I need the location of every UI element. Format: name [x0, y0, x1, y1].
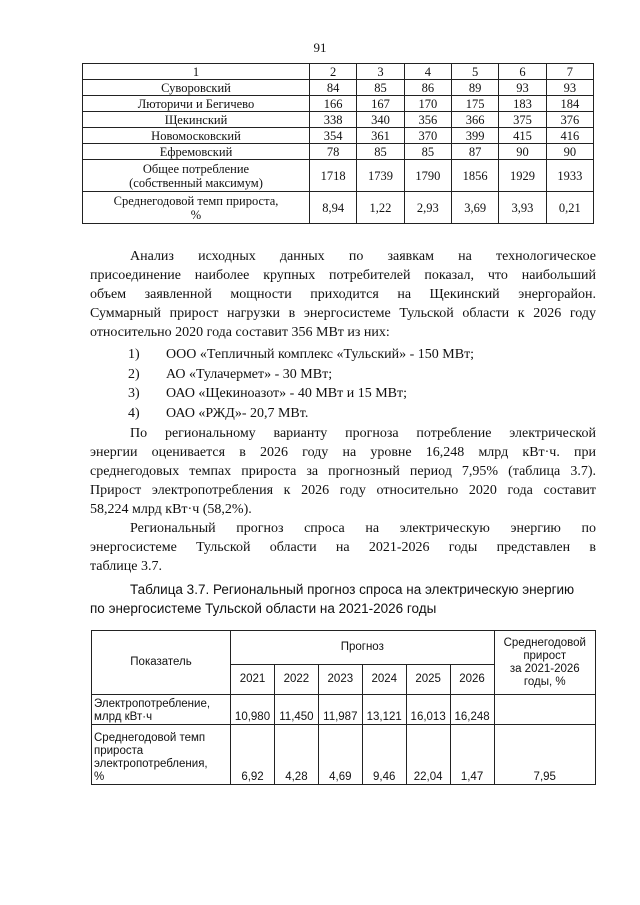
year-cell: 2023 — [318, 665, 362, 695]
header-cell: 1 — [83, 64, 310, 80]
growth-row — [83, 192, 594, 224]
table-cell: 416 — [546, 128, 593, 144]
consumption-table — [82, 63, 594, 224]
table-cell: 338 — [310, 112, 357, 128]
table-cell: 340 — [357, 112, 404, 128]
paragraph-line: Анализ исходных данных по заявкам на технологическое — [130, 249, 596, 264]
table-caption — [90, 580, 596, 618]
table-cell: 356 — [404, 112, 451, 128]
table-cell: 84 — [310, 80, 357, 96]
table-cell: 170 — [404, 96, 451, 112]
table-cell: 16,013 — [406, 695, 450, 725]
header-cell: Прогноз — [231, 631, 494, 665]
list-text: ООО «Тепличный комплекс «Тульский» - 150 МВт; — [166, 347, 475, 362]
table-cell: 93 — [546, 80, 593, 96]
row-label — [92, 725, 231, 785]
growth-header-line: Среднегодовой — [503, 636, 586, 649]
list-number: 1) — [128, 347, 140, 362]
table-cell: 1718 — [310, 160, 357, 192]
table-cell: 4,28 — [274, 725, 318, 785]
table-row — [83, 112, 594, 128]
paragraph-line: Прирост электропотребления к 2026 году относительно 2020 года составит — [90, 483, 596, 498]
table-cell: 90 — [499, 144, 546, 160]
table-cell: 90 — [546, 144, 593, 160]
table-cell — [494, 695, 596, 725]
table-cell: 1790 — [404, 160, 451, 192]
table-cell: 7,95 — [494, 725, 596, 785]
row-label — [92, 695, 231, 725]
table-cell: 11,450 — [274, 695, 318, 725]
year-cell: 2024 — [362, 665, 406, 695]
table-cell: 2,93 — [404, 192, 451, 224]
consumer-list — [128, 345, 474, 423]
table-cell: 366 — [451, 112, 498, 128]
table-cell: 22,04 — [406, 725, 450, 785]
list-text: ОАО «РЖД»- 20,7 МВт. — [166, 405, 309, 421]
row-label: Суворовский — [83, 80, 310, 96]
table-cell: 1929 — [499, 160, 546, 192]
table-cell: 167 — [357, 96, 404, 112]
total-label-line1: Общее потребление — [142, 161, 250, 176]
table-cell: 166 — [310, 96, 357, 112]
table-cell: 183 — [499, 96, 546, 112]
row-label: Щекинский — [83, 112, 310, 128]
table-cell: 1,22 — [357, 192, 404, 224]
paragraph-line: 58,224 млрд кВт·ч (58,2%). — [90, 502, 252, 517]
row-label-line: Электропотребление, — [94, 698, 211, 710]
header-cell: 3 — [357, 64, 404, 80]
table-cell: 3,69 — [451, 192, 498, 224]
growth-label-line2: % — [190, 207, 202, 222]
table-cell: 85 — [404, 144, 451, 160]
table-cell: 87 — [451, 144, 498, 160]
paragraph-line: объем заявленной мощности приходится на Щекинский энергорайон. — [90, 287, 596, 302]
list-text: ОАО «Щекиноазот» - 40 МВт и 15 МВт; — [166, 386, 408, 401]
table-cell: 0,21 — [546, 192, 593, 224]
row-label — [83, 192, 310, 224]
table-cell: 175 — [451, 96, 498, 112]
paragraph-line: энергосистеме Тульской области на 2021-2026 годы представлен в — [90, 540, 596, 555]
paragraph-line: среднегодовых темпах прироста за прогнозный период 7,95% (таблица 3.7). — [90, 464, 596, 479]
header-cell: 6 — [499, 64, 546, 80]
paragraph-reference — [90, 519, 596, 576]
header-cell — [494, 631, 596, 695]
caption-line: Таблица 3.7. Региональный прогноз спроса на электрическую энергию — [130, 582, 575, 597]
caption-line: по энергосистеме Тульской области на 2021-2026 годы — [90, 601, 437, 616]
row-label: Ефремовский — [83, 144, 310, 160]
header-cell: 5 — [451, 64, 498, 80]
table-cell: 1739 — [357, 160, 404, 192]
growth-label-line1: Среднегодовой темп прироста, — [113, 193, 279, 208]
table-cell: 16,248 — [450, 695, 494, 725]
paragraph-line: Региональный прогноз спроса на электрическую энергию по — [130, 521, 596, 536]
table-cell: 93 — [499, 80, 546, 96]
table-cell: 85 — [357, 144, 404, 160]
list-number: 4) — [128, 405, 140, 421]
table-cell: 184 — [546, 96, 593, 112]
header-cell: Показатель — [92, 631, 231, 695]
row-label: Люторичи и Бегичево — [83, 96, 310, 112]
row-label-line: прироста — [94, 745, 144, 757]
table-cell: 1933 — [546, 160, 593, 192]
list-item — [128, 365, 474, 385]
year-cell: 2026 — [450, 665, 494, 695]
table-cell: 370 — [404, 128, 451, 144]
table-row — [83, 96, 594, 112]
row-label-line: электропотребления, — [94, 758, 208, 770]
table-header-row — [92, 631, 596, 665]
table-cell: 86 — [404, 80, 451, 96]
table-cell: 10,980 — [231, 695, 275, 725]
table-row — [83, 80, 594, 96]
table-cell: 9,46 — [362, 725, 406, 785]
table-cell: 361 — [357, 128, 404, 144]
table-cell: 1856 — [451, 160, 498, 192]
paragraph-analysis — [90, 247, 596, 342]
table-row — [92, 695, 596, 725]
table-cell: 8,94 — [310, 192, 357, 224]
row-label: Новомосковский — [83, 128, 310, 144]
total-label-line2: (собственный максимум) — [129, 175, 263, 190]
forecast-table — [91, 630, 596, 785]
list-item — [128, 404, 474, 424]
table-cell: 399 — [451, 128, 498, 144]
paragraph-line: энергии оценивается в 2026 году на уровне 16,248 млрд кВт·ч. при — [90, 445, 596, 460]
table-cell: 13,121 — [362, 695, 406, 725]
row-label-line: % — [94, 771, 105, 783]
table-cell: 1,47 — [450, 725, 494, 785]
table-cell: 3,93 — [499, 192, 546, 224]
header-cell: 4 — [404, 64, 451, 80]
table-cell: 4,69 — [318, 725, 362, 785]
growth-header-line: прирост — [523, 649, 567, 662]
list-number: 2) — [128, 366, 140, 382]
list-item — [128, 345, 474, 365]
table-cell: 376 — [546, 112, 593, 128]
table-cell: 85 — [357, 80, 404, 96]
list-text: АО «Тулачермет» - 30 МВт; — [166, 366, 333, 382]
table-row — [92, 725, 596, 785]
growth-header-line: за 2021-2026 — [509, 662, 580, 675]
page-number: 91 — [313, 40, 327, 55]
total-row — [83, 160, 594, 192]
table-row — [83, 144, 594, 160]
year-cell: 2022 — [274, 665, 318, 695]
header-cell: 7 — [546, 64, 593, 80]
year-cell: 2021 — [231, 665, 275, 695]
table-cell: 78 — [310, 144, 357, 160]
table-cell: 6,92 — [231, 725, 275, 785]
paragraph-line: присоединение наиболее крупных потребителей показал, что наибольший — [90, 268, 596, 283]
table-cell: 375 — [499, 112, 546, 128]
paragraph-line: относительно 2020 года составит 356 МВт из них: — [90, 325, 390, 340]
header-cell: 2 — [310, 64, 357, 80]
paragraph-line: По региональному варианту прогноза потребление электрической — [130, 426, 596, 441]
row-label — [83, 160, 310, 192]
row-label-line: Среднегодовой темп — [94, 732, 206, 744]
paragraph-line: таблице 3.7. — [90, 559, 162, 574]
row-label-line: млрд кВт·ч — [94, 711, 153, 723]
paragraph-forecast — [90, 424, 596, 519]
table-cell: 89 — [451, 80, 498, 96]
table-cell: 354 — [310, 128, 357, 144]
table-cell: 11,987 — [318, 695, 362, 725]
paragraph-line: Суммарный прирост нагрузки в энергосистеме Тульской области к 2026 году — [90, 306, 596, 321]
table-cell: 415 — [499, 128, 546, 144]
table-header-row — [83, 64, 594, 80]
year-cell: 2025 — [406, 665, 450, 695]
table-row — [83, 128, 594, 144]
list-number: 3) — [128, 386, 140, 401]
list-item — [128, 384, 474, 404]
growth-header-line: годы, % — [523, 675, 566, 688]
